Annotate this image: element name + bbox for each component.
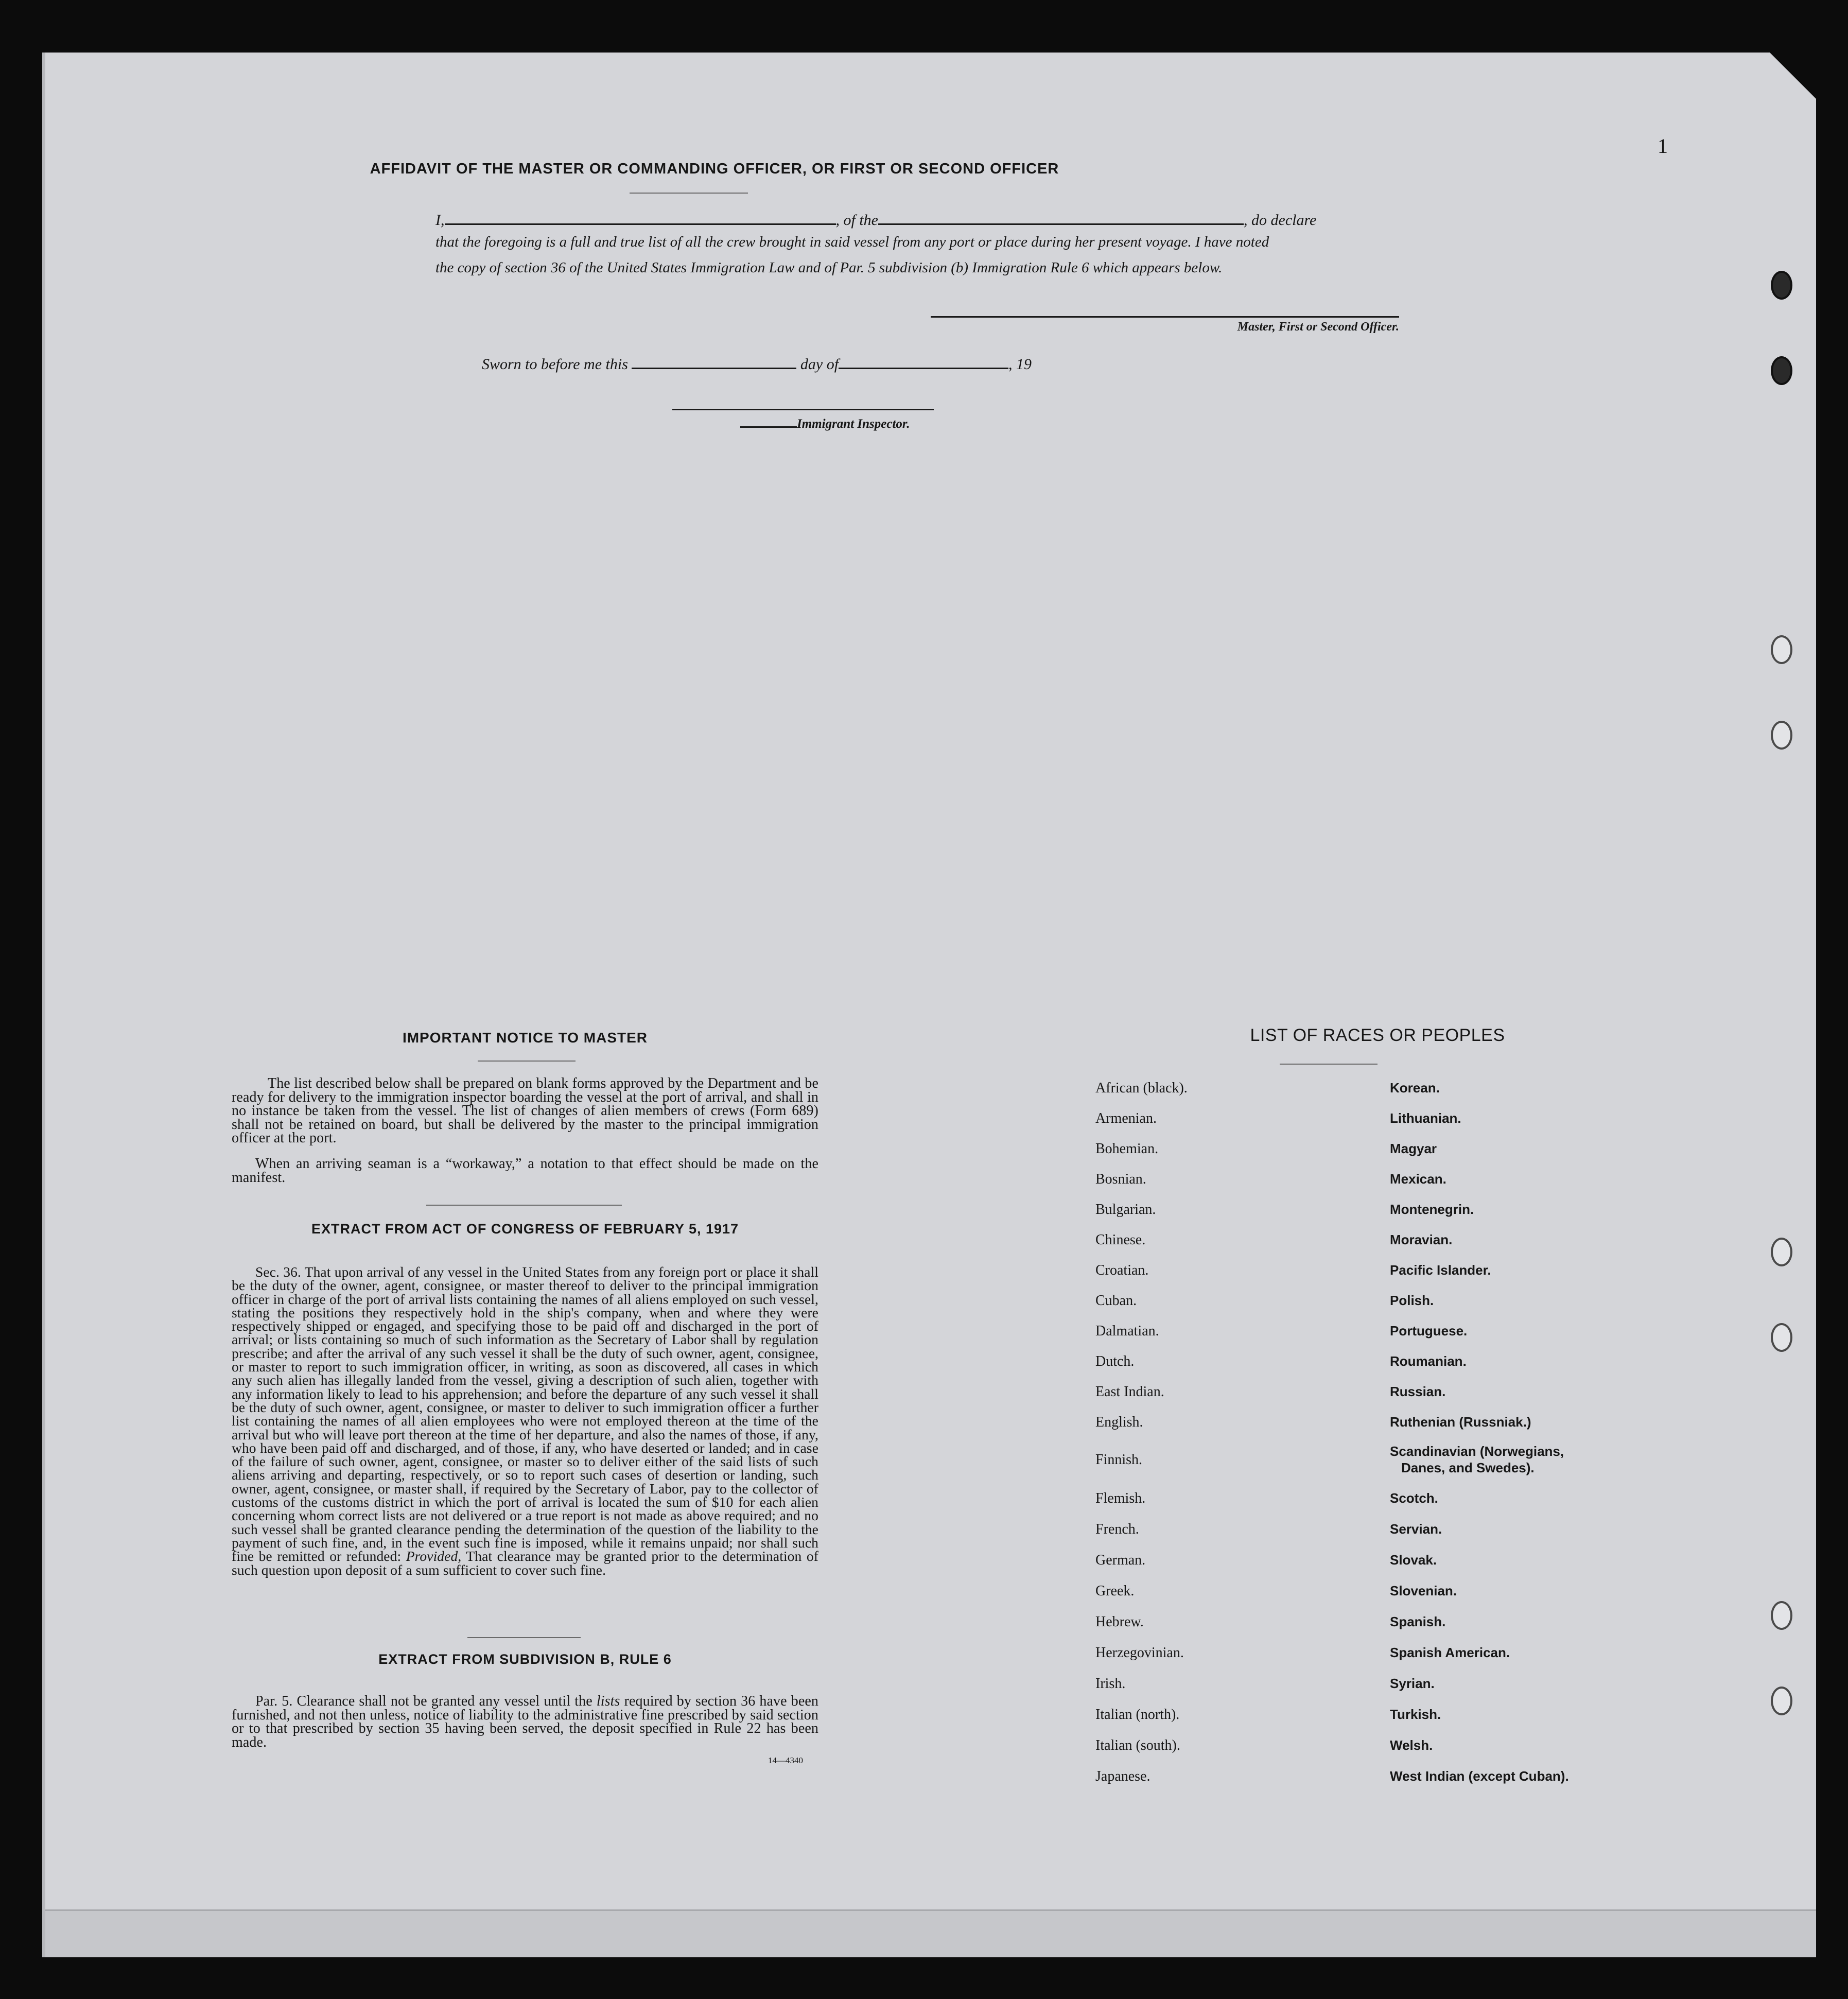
punch-hole-icon: [1771, 1323, 1792, 1352]
race-item: Cuban.: [1095, 1293, 1137, 1309]
race-item: Pacific Islander.: [1390, 1262, 1491, 1278]
race-item: Spanish.: [1390, 1614, 1446, 1629]
inspector-caption-row: [740, 417, 910, 431]
race-item: German.: [1095, 1552, 1146, 1568]
race-item: Flemish.: [1095, 1490, 1146, 1506]
punch-hole-icon: [1771, 1601, 1792, 1630]
races-title: LIST OF RACES OR PEOPLES: [1250, 1025, 1505, 1045]
race-item: Scotch.: [1390, 1490, 1438, 1506]
race-item: Greek.: [1095, 1583, 1135, 1599]
race-item: Italian (north).: [1095, 1707, 1180, 1723]
affidavit-line-2: that the foregoing is a full and true list of all the crew brought in said vessel from any port or place during her present voyage. I have noted: [435, 234, 1269, 250]
race-item: Lithuanian.: [1390, 1110, 1461, 1126]
race-item: Russian.: [1390, 1384, 1446, 1399]
inspector-signature-line: [672, 409, 934, 410]
race-item: Portuguese.: [1390, 1323, 1468, 1339]
form-number: 14—4340: [768, 1755, 803, 1765]
race-item: Mexican.: [1390, 1171, 1446, 1187]
rule-extract-title: EXTRACT FROM SUBDIVISION B, RULE 6: [378, 1652, 672, 1667]
provided-label: Provided,: [406, 1548, 462, 1565]
race-item: Bosnian.: [1095, 1171, 1146, 1187]
day-blank: [632, 352, 796, 369]
provided-text: That clearance may be granted prior to the determination of such question upon deposit of a sum sufficient to cover such fine.: [232, 1548, 819, 1578]
race-item: Syrian.: [1390, 1676, 1435, 1691]
punch-hole-icon: [1771, 1238, 1792, 1266]
name-blank: [445, 208, 836, 225]
inspector-caption: Immigrant Inspector.: [797, 417, 910, 431]
notice-paragraph-1: The list described below shall be prepared on blank forms approved by the Department and be ready for delivery to the immigration inspector boarding the vessel at the port of arrival, and shall in no instance be taken from the vessel. The list of changes of alien members of crews (Form 689) shall not be retained on board, but shall be delivered by the master to the principal immigration officer at the port.: [232, 1075, 818, 1146]
race-item: Croatian.: [1095, 1262, 1149, 1278]
race-item: Montenegrin.: [1390, 1202, 1474, 1217]
punch-hole-icon: [1771, 635, 1792, 664]
race-item: Scandinavian (Norwegians,: [1390, 1444, 1564, 1459]
document-page: [42, 53, 1816, 1957]
race-item: Dalmatian.: [1095, 1323, 1159, 1339]
affidavit-declare-label: , do declare: [1244, 212, 1317, 229]
race-item: Armenian.: [1095, 1110, 1157, 1126]
section-36-text: That upon arrival of any vessel in the United States from any foreign port or place it shall be the duty of the owner, agent, consignee, or master thereof to deliver to the principal immigration officer in charge of the port of arrival lists containing the names of all aliens employed on such vessel, stating the positions they respectively hold in the ship's company, when and where they were respectively shipped or engaged, and specifying those to be paid off and discharged in the port of arrival; or lists containing so much of such information as the Secretary of Labor shall by regulation prescribe; and after the arrival of any such vessel it shall be the duty of such owner, agent, consignee, or master to report to such immigration officer, in writing, as soon as discovered, all cases in which any such alien has illegally landed from the vessel, giving a description of such alien, together with any information likely to lead to his apprehension; and before the departure of any such vessel it shall be the duty of such owner, agent, consignee, or master to deliver to such immigration officer a further list containing the names of all alien employees who were not employed thereon at the time of the arrival but who will leave port thereon at the time of her departure, and also the names of those, if any, who have been paid off and discharged, and of those, if any, who have deserted or landed; and in case of the failure of such owner, agent, consignee, or master so to deliver either of the said lists of such aliens arriving and departing, respectively, or so to report such cases of desertion or landing, such owner, agent, consignee, or master shall, if required by the Secretary of Labor, pay to the collector of customs of the customs district in which the port of arrival is located the sum of $10 for each alien concerning whom correct lists are not delivered or a true report is not made as above required; and no such vessel shall be granted clearance pending the determination of the question of the liability to the payment of such fine, and, in the event such fine is imposed, while it remains unpaid; nor shall such fine be remitted or refunded:: [232, 1264, 818, 1565]
page-number: 1: [1658, 134, 1668, 158]
race-item: Bulgarian.: [1095, 1202, 1156, 1218]
signature-line: [931, 316, 1399, 318]
month-blank: [839, 352, 1008, 369]
race-item: Polish.: [1390, 1293, 1434, 1308]
page-fold-edge: [45, 1909, 1816, 1957]
race-item: African (black).: [1095, 1080, 1188, 1096]
race-item: Turkish.: [1390, 1707, 1441, 1722]
divider: [630, 193, 748, 194]
notice-title: IMPORTANT NOTICE TO MASTER: [402, 1030, 648, 1046]
act-extract-text: [232, 1265, 818, 1577]
race-item: Slovak.: [1390, 1552, 1437, 1568]
sworn-year: , 19: [1008, 356, 1032, 373]
race-item: Roumanian.: [1390, 1353, 1467, 1369]
race-item: Welsh.: [1390, 1737, 1433, 1753]
race-item: Magyar: [1390, 1141, 1437, 1156]
inspector-blank: [740, 417, 797, 428]
race-item: Italian (south).: [1095, 1737, 1180, 1753]
divider: [426, 1205, 622, 1206]
act-extract-title: EXTRACT FROM ACT OF CONGRESS OF FEBRUARY 5, 1917: [311, 1221, 739, 1237]
sworn-line: [482, 352, 1032, 373]
race-item: Japanese.: [1095, 1768, 1150, 1784]
race-item: Irish.: [1095, 1676, 1126, 1692]
race-item: Korean.: [1390, 1080, 1440, 1096]
affidavit-i-label: I,: [435, 212, 445, 229]
section-label: Sec. 36.: [255, 1264, 301, 1280]
sworn-day-of: day of: [800, 356, 839, 373]
lists-word: lists: [596, 1693, 620, 1709]
race-item: Slovenian.: [1390, 1583, 1457, 1598]
race-item: Ruthenian (Russniak.): [1390, 1414, 1531, 1430]
race-item: Servian.: [1390, 1521, 1442, 1537]
divider: [478, 1061, 576, 1062]
race-item: Moravian.: [1390, 1232, 1453, 1247]
sworn-prefix: Sworn to before me this: [482, 356, 628, 373]
affidavit-line-1: [435, 208, 1316, 229]
vessel-blank: [878, 208, 1244, 225]
rule-extract-text: [232, 1695, 818, 1749]
punch-hole-icon: [1771, 1687, 1792, 1715]
race-item: Danes, and Swedes).: [1401, 1460, 1535, 1475]
par-5-text-a: Par. 5. Clearance shall not be granted any vessel until the: [255, 1693, 592, 1709]
notice-paragraph-2: When an arriving seaman is a “workaway,” a notation to that effect should be made on the manifest.: [232, 1156, 818, 1186]
race-item: Dutch.: [1095, 1353, 1135, 1369]
race-item: Bohemian.: [1095, 1141, 1159, 1157]
race-item: West Indian (except Cuban).: [1390, 1768, 1569, 1784]
signature-caption: Master, First or Second Officer.: [1237, 320, 1399, 334]
punch-hole-icon: [1771, 271, 1792, 300]
punch-hole-icon: [1771, 356, 1792, 385]
torn-corner: [1770, 53, 1816, 99]
race-item: Finnish.: [1095, 1452, 1143, 1468]
race-item: Hebrew.: [1095, 1614, 1144, 1630]
race-item: Chinese.: [1095, 1232, 1146, 1248]
affidavit-of-the-label: , of the: [835, 212, 878, 229]
race-item: Herzegovinian.: [1095, 1645, 1184, 1661]
punch-hole-icon: [1771, 721, 1792, 750]
par-5-text-b: required by section 36 have been furnished, and not then unless, notice of liability to the administrative fine prescribed by said section or to that prescribed by section 35 having been served, the deposit specified in Rule 22 has been made.: [232, 1693, 818, 1750]
race-item: English.: [1095, 1414, 1143, 1430]
race-item: East Indian.: [1095, 1384, 1164, 1400]
divider: [467, 1637, 581, 1638]
divider: [1280, 1064, 1378, 1065]
affidavit-title: AFFIDAVIT OF THE MASTER OR COMMANDING OFFICER, OR FIRST OR SECOND OFFICER: [370, 161, 1059, 177]
race-item: French.: [1095, 1521, 1139, 1537]
race-item: Spanish American.: [1390, 1645, 1510, 1660]
affidavit-line-3: the copy of section 36 of the United States Immigration Law and of Par. 5 subdivision (b) Immigration Rule 6 which appears below.: [435, 259, 1223, 276]
